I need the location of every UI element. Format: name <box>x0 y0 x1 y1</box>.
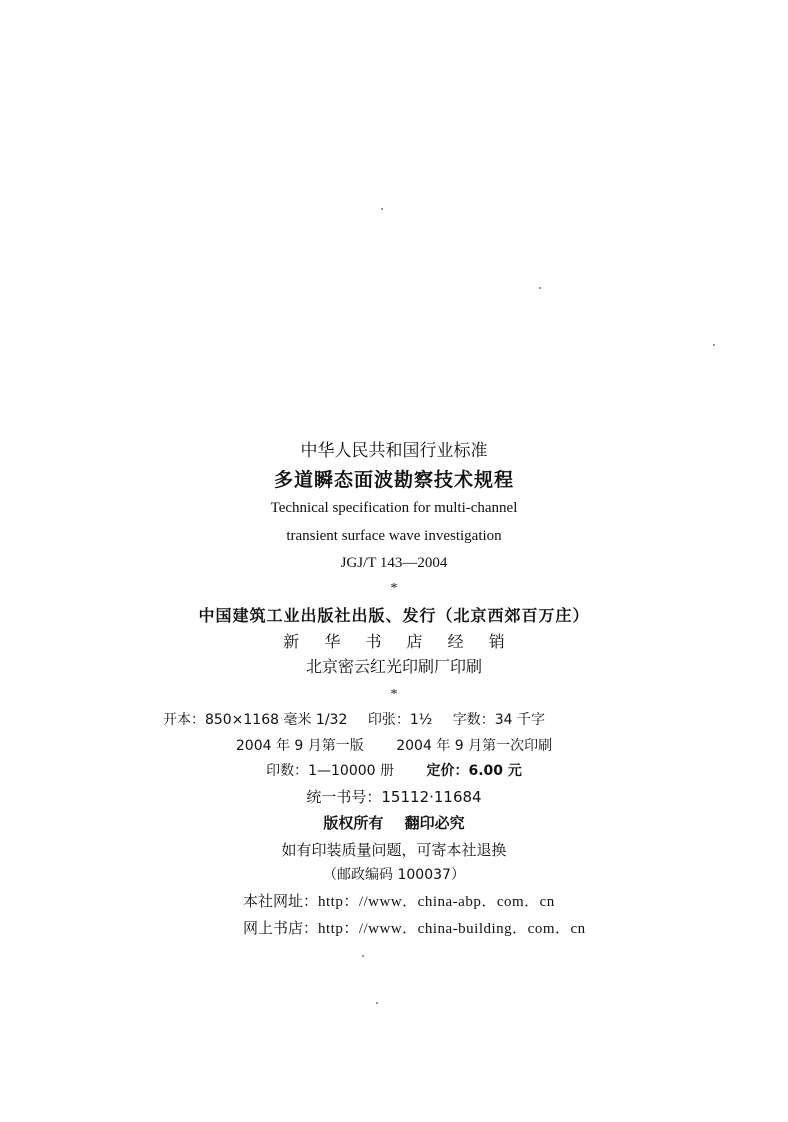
first-edition: 2004 年 9 月第一版 <box>235 738 364 754</box>
format-info <box>0 713 748 727</box>
rights-right: 翻印必究 <box>404 814 465 832</box>
publisher: 中国建筑工业出版社出版、发行（北京西郊百万庄） <box>198 606 590 625</box>
rights-left: 版权所有 <box>323 814 384 832</box>
distributor-char: 店 <box>406 632 423 651</box>
standard-code: JGJ/T 143—2004 <box>340 555 448 571</box>
rights-notice <box>0 816 788 831</box>
distributor-char: 销 <box>488 632 505 651</box>
first-print: 2004 年 9 月第一次印刷 <box>396 738 553 754</box>
distributor <box>0 634 788 650</box>
scan-speck <box>376 1002 378 1004</box>
bookstore-label: 网上书店： <box>243 919 319 937</box>
distributor-char: 经 <box>447 632 464 651</box>
format-sheets: 印张：1½ <box>367 712 433 728</box>
bookstore-url[interactable]: http：//www．china-building．com．cn <box>318 921 586 937</box>
printer: 北京密云红光印刷厂印刷 <box>305 657 482 676</box>
standard-type: 中华人民共和国行业标准 <box>300 441 488 461</box>
copies: 印数：1—10000 册 <box>266 763 395 779</box>
website-row <box>243 894 555 910</box>
title-english-line-1: Technical specification for multi-channel <box>270 500 518 516</box>
distributor-char: 书 <box>365 632 382 651</box>
format-words: 字数：34 千字 <box>452 712 546 728</box>
website-url[interactable]: http：//www．china-abp．com．cn <box>318 894 555 910</box>
scan-speck <box>713 344 715 346</box>
scan-speck <box>539 287 541 289</box>
distributor-char: 华 <box>324 632 341 651</box>
format-size: 开本：850×1168 毫米 1/32 <box>162 712 348 728</box>
scan-speck <box>362 955 364 957</box>
price: 定价：6.00 元 <box>426 763 522 779</box>
postal-code: （邮政编码 100037） <box>323 867 465 883</box>
separator-star: * <box>390 581 398 596</box>
title-english-line-2: transient surface wave investigation <box>286 528 502 544</box>
quality-notice: 如有印装质量问题，可寄本社退换 <box>281 841 507 859</box>
distributor-char: 新 <box>283 632 300 651</box>
print-run-info <box>0 764 788 778</box>
book-number: 统一书号：15112·11684 <box>306 788 482 806</box>
website-label: 本社网址： <box>243 892 319 910</box>
title-chinese: 多道瞬态面波勘察技术规程 <box>273 469 514 491</box>
separator-star: * <box>390 687 398 702</box>
bookstore-row <box>243 921 586 937</box>
scan-speck <box>381 208 383 210</box>
edition-info <box>0 739 788 753</box>
